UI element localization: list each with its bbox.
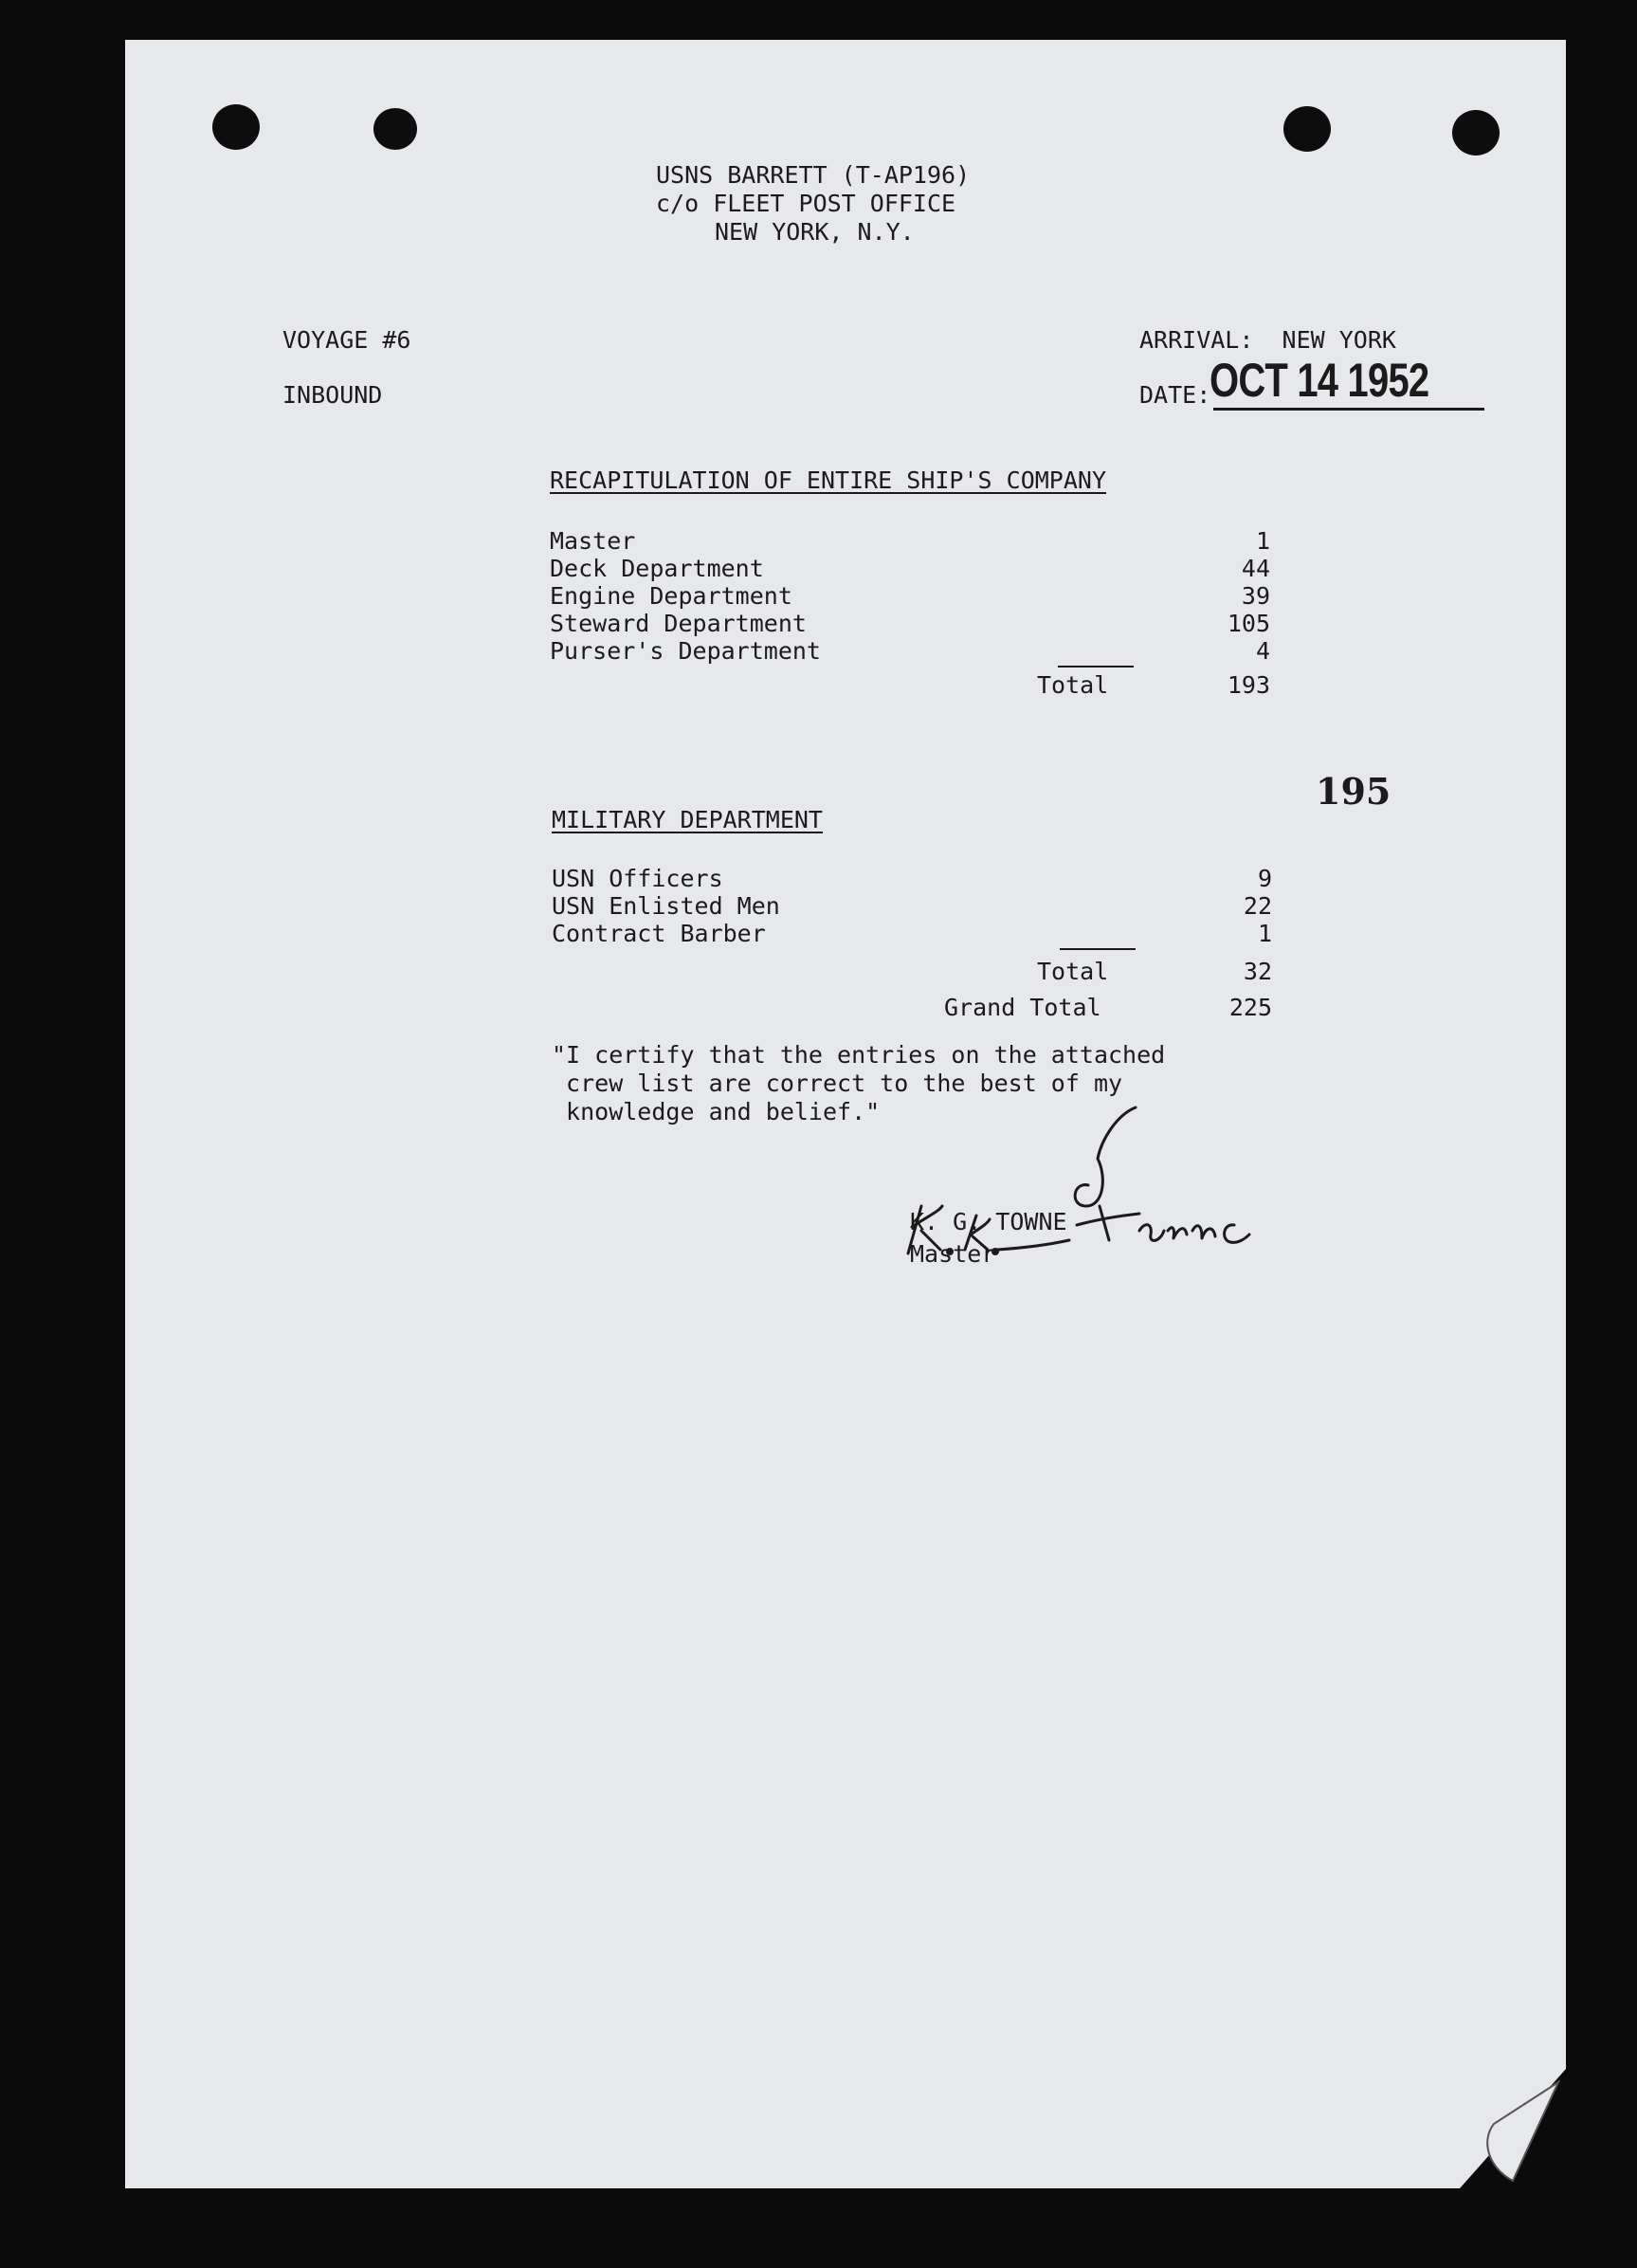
- row-value: 4: [1255, 637, 1270, 665]
- punch-hole: [373, 108, 417, 150]
- document-page: [125, 40, 1566, 2188]
- sum-rule: [1060, 948, 1136, 950]
- ships-company-title: RECAPITULATION OF ENTIRE SHIP'S COMPANY: [550, 466, 1106, 494]
- total-row: [550, 671, 1270, 700]
- grand-total-value: 225: [1228, 994, 1272, 1021]
- city: NEW YORK, N.Y.: [715, 218, 915, 246]
- ship-name: USNS BARRETT (T-AP196): [656, 161, 971, 189]
- row-label: Purser's Department: [550, 637, 821, 665]
- arrival-port: ARRIVAL: NEW YORK: [1139, 326, 1396, 354]
- date-label: DATE:: [1139, 381, 1211, 409]
- signatory-name: K. G. TOWNE: [910, 1208, 1067, 1235]
- row-label: Contract Barber: [552, 920, 766, 947]
- table-row: [550, 555, 1270, 583]
- voyage-number: VOYAGE #6: [282, 326, 411, 354]
- row-value: 9: [1257, 865, 1272, 892]
- grand-total-row: [552, 994, 1272, 1022]
- letterhead: [656, 161, 970, 247]
- table-row: [550, 582, 1270, 611]
- date-underline: [1213, 408, 1484, 411]
- page-curl: [1460, 2069, 1566, 2188]
- table-row: [550, 637, 1270, 666]
- row-value: 1: [1257, 920, 1272, 947]
- total-value: 193: [1227, 671, 1270, 699]
- row-label: Engine Department: [550, 582, 792, 610]
- row-value: 1: [1255, 527, 1270, 555]
- row-value: 39: [1241, 582, 1270, 610]
- total-value: 32: [1243, 958, 1272, 985]
- military-title: MILITARY DEPARTMENT: [552, 806, 823, 833]
- table-row: [550, 527, 1270, 556]
- sum-rule: [1058, 666, 1134, 668]
- row-value: 44: [1241, 555, 1270, 582]
- row-value: 105: [1227, 610, 1270, 637]
- row-label: Steward Department: [550, 610, 807, 637]
- row-label: Master: [550, 527, 636, 555]
- certification-line: "I certify that the entries on the attached: [552, 1041, 1166, 1069]
- table-row: [550, 610, 1270, 638]
- signatory-title: Master: [910, 1240, 996, 1268]
- certification-line: knowledge and belief.": [552, 1098, 881, 1125]
- row-label: USN Enlisted Men: [552, 892, 780, 920]
- certification-line: crew list are correct to the best of my: [552, 1070, 1123, 1097]
- total-label: Total: [1037, 671, 1109, 699]
- punch-hole: [1283, 106, 1331, 152]
- post-office: c/o FLEET POST OFFICE: [656, 190, 956, 217]
- grand-total-label: Grand Total: [944, 994, 1101, 1021]
- table-row: [552, 865, 1272, 893]
- punch-hole: [1452, 110, 1500, 155]
- page-number: 195: [1316, 770, 1391, 813]
- row-label: Deck Department: [550, 555, 764, 582]
- row-label: USN Officers: [552, 865, 723, 892]
- date-stamp: OCT 14 1952: [1210, 354, 1429, 407]
- row-value: 22: [1243, 892, 1272, 920]
- total-label: Total: [1037, 958, 1109, 985]
- table-row: [552, 892, 1272, 921]
- total-row: [552, 958, 1272, 986]
- punch-hole: [212, 104, 260, 150]
- table-row: [552, 920, 1272, 948]
- voyage-direction: INBOUND: [282, 381, 383, 409]
